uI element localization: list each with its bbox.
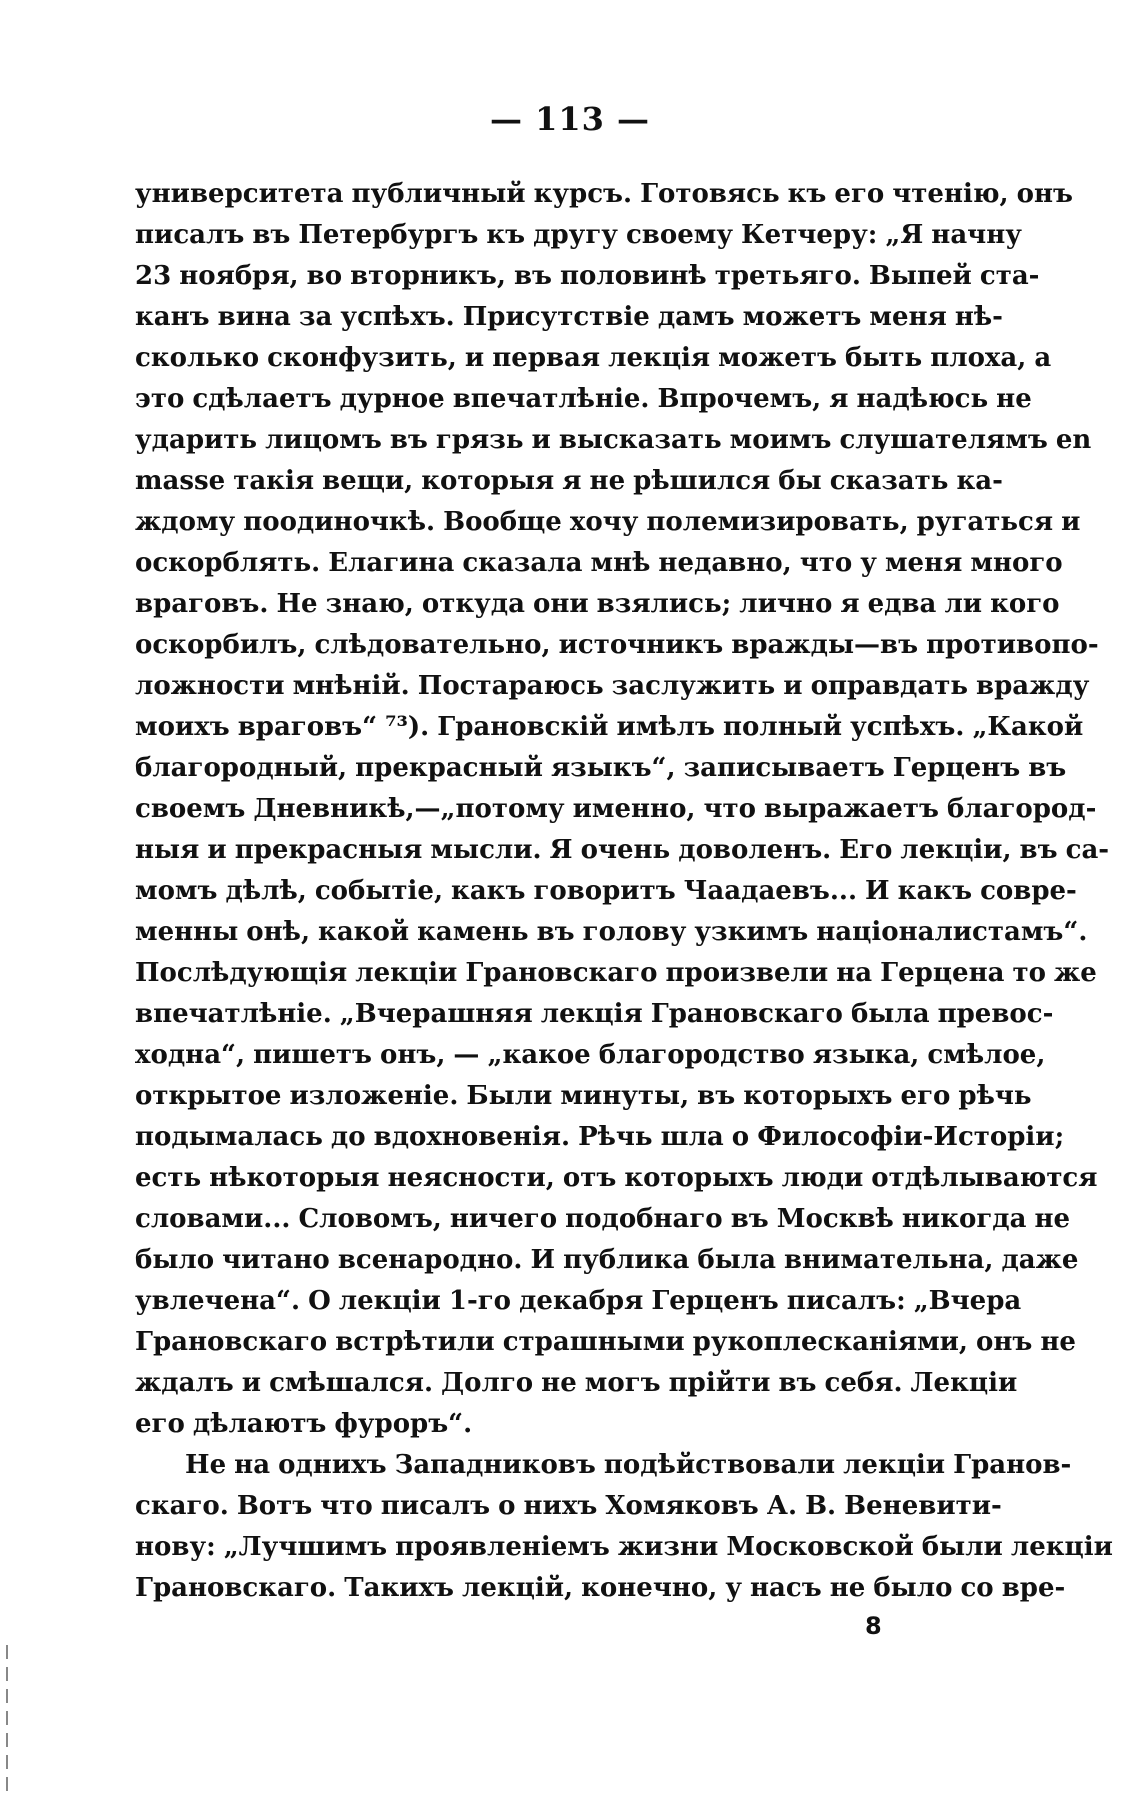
text-line: ходна“, пишетъ онъ, — „какое благородство языка, смѣлое, [135,1040,1046,1070]
text-line: своемъ Дневникѣ,—„потому именно, что выражаетъ благород- [135,794,1097,824]
text-line: момъ дѣлѣ, событіе, какъ говоритъ Чаадаевъ... И какъ совре- [135,876,1077,906]
page-number: — 113 — [489,100,651,138]
signature-mark: 8 [865,1612,882,1640]
text-line: ложности мнѣній. Постараюсь заслужить и оправдать вражду [135,671,1090,701]
text-line: увлечена“. О лекціи 1-го декабря Герценъ писалъ: „Вчера [135,1286,1022,1316]
text-line: оскорбилъ, слѣдовательно, источникъ вражды—въ противопо- [135,630,1099,660]
text-line: было читано всенародно. И публика была внимательна, даже [135,1245,1079,1275]
text-line: это сдѣлаетъ дурное впечатлѣніе. Впрочемъ, я надѣюсь не [135,384,1032,414]
margin-rule [6,1645,8,1795]
text-line: ныя и прекрасныя мысли. Я очень доволенъ. Его лекціи, въ са- [135,835,1110,865]
text-line: нову: „Лучшимъ проявленіемъ жизни Московской были лекціи [135,1532,1113,1562]
text-line: его дѣлаютъ фуроръ“. [135,1409,473,1439]
text-line: Грановскаго встрѣтили страшными рукоплесканіями, онъ не [135,1327,1076,1357]
text-line: ждому поодиночкѣ. Вообще хочу полемизировать, ругаться и [135,507,1081,537]
text-line: открытое изложеніе. Были минуты, въ которыхъ его рѣчь [135,1081,1032,1111]
text-line: канъ вина за успѣхъ. Присутствіе дамъ можетъ меня нѣ- [135,302,1003,332]
text-line: есть нѣкоторыя неясности, отъ которыхъ люди отдѣлываются [135,1163,1098,1193]
text-line: моихъ враговъ“ ⁷³). Грановскій имѣлъ полный успѣхъ. „Какой [135,712,1084,742]
text-line: словами... Словомъ, ничего подобнаго въ Москвѣ никогда не [135,1204,1071,1234]
text-line: Послѣдующія лекціи Грановскаго произвели на Герцена то же [135,958,1097,988]
text-line: скаго. Вотъ что писалъ о нихъ Хомяковъ А. В. Веневити- [135,1491,1002,1521]
text-line: впечатлѣніе. „Вчерашняя лекція Грановскаго была превос- [135,999,1054,1029]
text-line: университета публичный курсъ. Готовясь къ его чтенію, онъ [135,179,1073,209]
text-line: сколько сконфузить, и первая лекція можетъ быть плоха, а [135,343,1052,373]
text-line: 23 ноября, во вторникъ, въ половинѣ третьяго. Выпей ста- [135,261,1040,291]
text-line: ждалъ и смѣшался. Долго не могъ прійти въ себя. Лекціи [135,1368,1018,1398]
text-line: менны онѣ, какой камень въ голову узкимъ націоналистамъ“. [135,917,1088,947]
text-line: оскорблять. Елагина сказала мнѣ недавно, что у меня много [135,548,1063,578]
text-line: Не на однихъ Западниковъ подѣйствовали лекціи Гранов- [185,1450,1072,1480]
text-line: ударить лицомъ въ грязь и высказать моимъ слушателямъ en [135,425,1092,455]
text-line: подымалась до вдохновенія. Рѣчь шла о Философіи-Исторіи; [135,1122,1065,1152]
text-line: masse такія вещи, которыя я не рѣшился бы сказать ка- [135,466,1003,496]
text-line: Грановскаго. Такихъ лекцій, конечно, у насъ не было со вре- [135,1573,1066,1603]
body-text [135,174,1113,1609]
text-line: враговъ. Не знаю, откуда они взялись; лично я едва ли кого [135,589,1060,619]
text-line: благородный, прекрасный языкъ“, записываетъ Герценъ въ [135,753,1067,783]
text-line: писалъ въ Петербургъ къ другу своему Кетчеру: „Я начну [135,220,1022,250]
